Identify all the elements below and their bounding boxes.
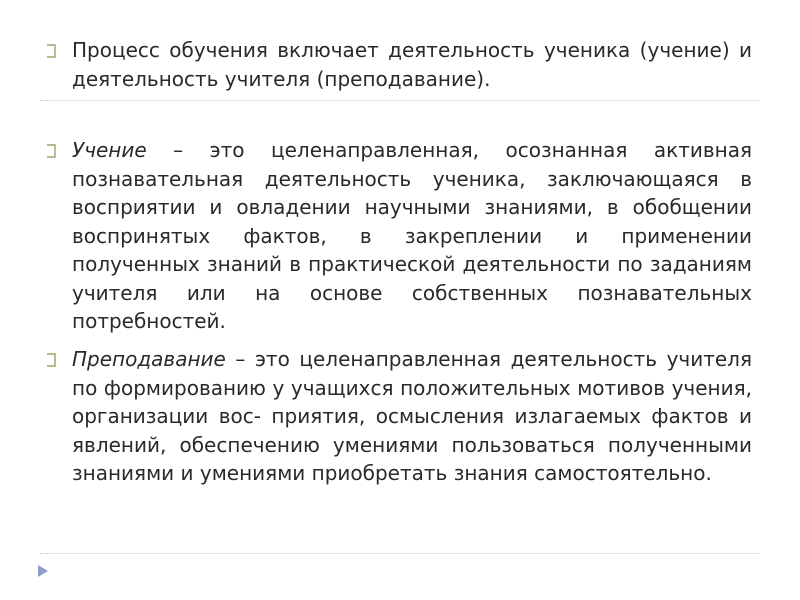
open-square-bullet-icon [44, 43, 60, 59]
term-prepodavanie: Преподавание [72, 347, 226, 371]
paragraph-text: Процесс обучения включает деятельность ученика (учение) и деятельность учителя (преподавание). [72, 38, 752, 91]
paragraph-prepodavanie [72, 345, 752, 488]
paragraph-text: – это целенаправленная, осознанная активная познавательная деятельность ученика, заключающаяся в восприятии и овладении научными знаниями, в обобщении воспринятых фактов, в закреплении и применении полученных знаний в практической деятельности по заданиям учителя или на основе собственных познавательных потребностей. [72, 138, 752, 333]
term-uchenie: Учение [72, 138, 147, 162]
top-divider [40, 100, 760, 101]
open-square-bullet-icon [44, 143, 60, 159]
paragraph-text: – это целенаправленная деятельность учителя по формированию у учащихся положительных мотивов учения, организации вос- приятия, осмысления излагаемых фактов и явлений, обеспечению умениями пользоваться полученными знаниями и умениями приобретать знания самостоятельно. [72, 347, 752, 485]
open-square-bullet-icon [44, 352, 60, 368]
triangle-right-nav-icon[interactable] [36, 563, 50, 579]
bottom-divider [40, 553, 760, 554]
paragraph-uchenie [72, 136, 752, 336]
paragraph-learning-process [72, 36, 752, 93]
